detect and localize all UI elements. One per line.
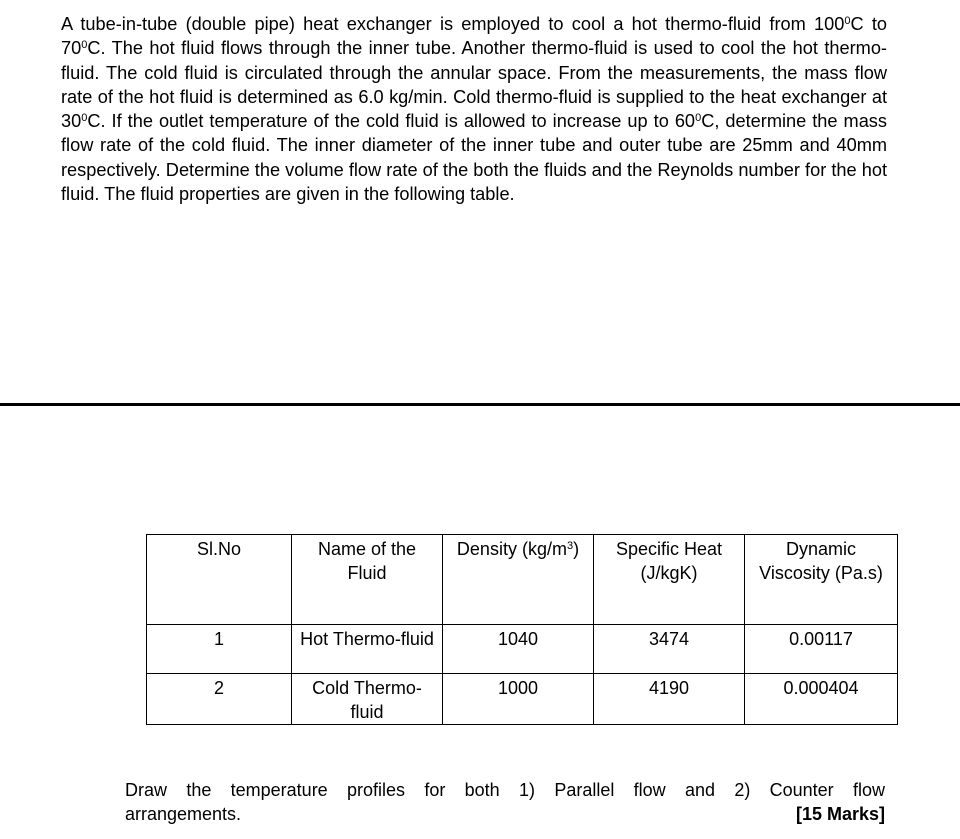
header-fluid-name: Name of the Fluid bbox=[292, 535, 443, 625]
cell-density: 1000 bbox=[443, 674, 594, 725]
header-density: Density $(kg/m^3)$ bbox=[443, 535, 594, 625]
cell-fluid-name: Cold Thermo-fluid bbox=[292, 674, 443, 725]
cell-sl-no: 2 bbox=[147, 674, 292, 725]
fluid-properties-table bbox=[146, 534, 898, 725]
cell-specific-heat: 3474 bbox=[594, 625, 745, 674]
task-text-line-2 bbox=[125, 802, 885, 826]
degree-superscript: 0 bbox=[844, 15, 851, 27]
degree-superscript: 0 bbox=[81, 112, 88, 125]
cell-density: 1040 bbox=[443, 625, 594, 674]
section-divider bbox=[0, 403, 960, 406]
table-row bbox=[147, 674, 898, 725]
degree-superscript: 0 bbox=[81, 39, 88, 52]
header-viscosity: Dynamic Viscosity (Pa.s) bbox=[745, 535, 898, 625]
problem-text-5: C, determine the mass flow rate of the cold fluid. The inner diameter of the inner tube and outer tube are 25mm and 40mm respectively. Determine the volume flow rate of the both the fluids and the Reynolds number for the hot fluid. The fluid properties are given in the following table. bbox=[61, 111, 887, 205]
cell-viscosity: 0.000404 bbox=[745, 674, 898, 725]
task-text-end: arrangements. bbox=[125, 804, 242, 824]
header-specific-heat: Specific Heat (J/kgK) bbox=[594, 535, 745, 625]
task-text-line-1: Draw the temperature profiles for both 1) Parallel flow and 2) Counter flow bbox=[125, 780, 885, 800]
cell-specific-heat: 4190 bbox=[594, 674, 745, 725]
cell-viscosity: 0.00117 bbox=[745, 625, 898, 674]
table-header-row bbox=[147, 535, 898, 625]
cell-fluid-name: Hot Thermo-fluid bbox=[292, 625, 443, 674]
problem-text-3: C. The hot fluid flows through the inner tube. Another thermo-fluid is used to cool the hot thermo-fluid. The cold fluid is circulated through the annular space. From the measurements, the mass flow rate of the hot fluid is determined as 6.0 kg/min. Cold thermo-fluid is supplied to the heat exchanger at 30 bbox=[61, 38, 887, 132]
header-sl-no: Sl.No bbox=[147, 535, 292, 625]
marks-label: [15 Marks] bbox=[795, 804, 885, 824]
problem-text-1: A tube-in-tube (double pipe) heat exchanger is employed to cool a hot thermo-fluid from 100 bbox=[61, 14, 845, 34]
problem-text-4: C. If the outlet temperature of the cold fluid is allowed to increase up to 60 bbox=[87, 111, 696, 132]
task-instruction bbox=[125, 778, 885, 826]
problem-statement bbox=[61, 12, 887, 206]
problem-text-2: C to 70 bbox=[61, 14, 887, 59]
degree-superscript: 0 bbox=[695, 112, 702, 125]
table-row bbox=[147, 625, 898, 674]
cell-sl-no: 1 bbox=[147, 625, 292, 674]
